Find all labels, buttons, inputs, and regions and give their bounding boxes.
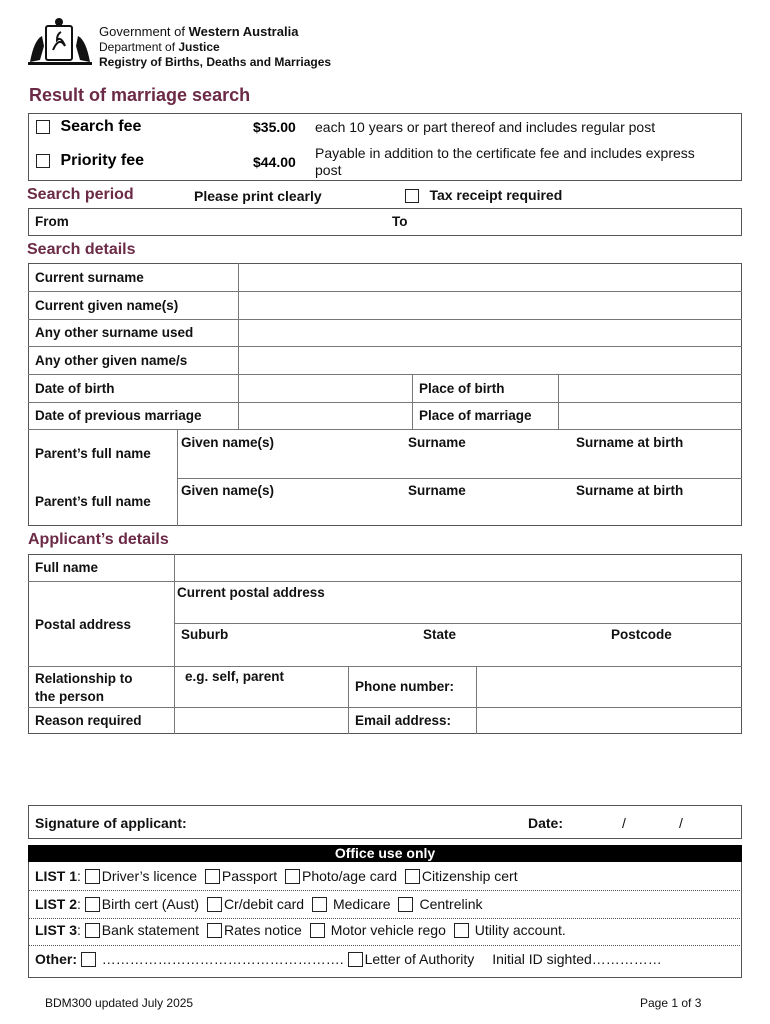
suburb-state-postcode-field[interactable] xyxy=(176,644,740,664)
search-fee-price: $35.00 xyxy=(253,119,296,135)
place-of-marriage-field[interactable] xyxy=(560,404,740,428)
parent-2-full-name-label: Parent’s full name xyxy=(35,494,151,509)
postal-address-label: Postal address xyxy=(35,617,132,632)
list-3-label: LIST 3 xyxy=(35,922,78,938)
search-fee-description: each 10 years or part thereof and includes regular post xyxy=(315,119,656,135)
parent-1-surname-at-birth-label: Surname at birth xyxy=(576,435,684,450)
wa-crest-logo xyxy=(26,16,94,68)
list-2-row: LIST 2: Birth cert (Aust) Cr/debit card Medicare Centrelink xyxy=(35,896,483,912)
other-dotted-line: ……………………………………………. xyxy=(101,951,344,967)
from-date-field[interactable] xyxy=(90,210,380,234)
other-label: Other: xyxy=(35,951,77,967)
priority-fee-checkbox[interactable] xyxy=(36,154,50,168)
priority-fee-description-2: post xyxy=(315,162,342,178)
page-number: Page 1 of 3 xyxy=(640,996,702,1010)
debit-card-checkbox[interactable] xyxy=(207,897,222,912)
parent-1-surname-label: Surname xyxy=(408,435,466,450)
passport-checkbox[interactable] xyxy=(205,869,220,884)
email-address-field[interactable] xyxy=(478,709,740,732)
reason-required-label: Reason required xyxy=(35,713,142,728)
date-of-birth-field[interactable] xyxy=(240,376,410,400)
form-version: BDM300 updated July 2025 xyxy=(45,996,194,1010)
birth-cert-label: Birth cert (Aust) xyxy=(101,896,200,912)
signature-label: Signature of applicant: xyxy=(35,815,187,831)
reason-required-field[interactable] xyxy=(176,709,346,732)
relationship-field[interactable] xyxy=(176,686,346,705)
tax-receipt-checkbox[interactable] xyxy=(405,189,419,203)
phone-number-label: Phone number: xyxy=(355,679,455,694)
org-line-government: Government of Western Australia xyxy=(99,24,299,39)
motor-vehicle-rego-label: Motor vehicle rego xyxy=(330,922,446,938)
applicants-details-heading: Applicant’s details xyxy=(28,531,169,548)
centrelink-checkbox[interactable] xyxy=(398,897,413,912)
utility-account-label: Utility account. xyxy=(474,922,566,938)
debit-card-label: Cr/debit card xyxy=(223,896,305,912)
medicare-checkbox[interactable] xyxy=(312,897,327,912)
page-title: Result of marriage search xyxy=(29,85,251,105)
current-postal-address-label: Current postal address xyxy=(177,585,325,600)
parent-2-name-field[interactable] xyxy=(179,500,740,524)
date-of-previous-marriage-field[interactable] xyxy=(240,404,410,428)
centrelink-label: Centrelink xyxy=(419,896,483,912)
other-given-names-label: Any other given name/s xyxy=(35,353,188,368)
place-of-marriage-label: Place of marriage xyxy=(419,408,532,423)
full-name-field[interactable] xyxy=(176,556,740,579)
phone-number-field[interactable] xyxy=(478,668,740,705)
state-label: State xyxy=(423,627,457,642)
parent-2-surname-label: Surname xyxy=(408,483,466,498)
print-clearly-note: Please print clearly xyxy=(194,188,322,204)
citizenship-cert-label: Citizenship cert xyxy=(421,868,518,884)
org-line-department: Department of Justice xyxy=(99,40,220,54)
drivers-licence-label: Driver’s licence xyxy=(101,868,197,884)
passport-label: Passport xyxy=(221,868,278,884)
other-given-names-field[interactable] xyxy=(240,348,740,372)
current-given-names-field[interactable] xyxy=(240,293,740,317)
date-of-previous-marriage-label: Date of previous marriage xyxy=(35,408,202,423)
bank-statement-checkbox[interactable] xyxy=(85,923,100,938)
signature-field[interactable] xyxy=(210,808,510,836)
search-fee-checkbox[interactable] xyxy=(36,120,50,134)
tax-receipt-label: Tax receipt required xyxy=(429,187,563,203)
signature-date-field[interactable] xyxy=(575,808,735,836)
from-label: From xyxy=(35,214,69,229)
to-date-field[interactable] xyxy=(420,210,738,234)
utility-account-checkbox[interactable] xyxy=(454,923,469,938)
birth-cert-checkbox[interactable] xyxy=(85,897,100,912)
medicare-label: Medicare xyxy=(332,896,391,912)
priority-fee-price: $44.00 xyxy=(253,154,296,170)
current-given-names-label: Current given name(s) xyxy=(35,298,179,313)
current-surname-field[interactable] xyxy=(240,265,740,289)
search-period-heading: Search period xyxy=(27,186,134,203)
priority-fee-label: Priority fee xyxy=(60,152,145,169)
other-checkbox[interactable] xyxy=(81,952,96,967)
postcode-label: Postcode xyxy=(611,627,672,642)
parent-1-given-names-label: Given name(s) xyxy=(181,435,275,450)
place-of-birth-label: Place of birth xyxy=(419,381,505,396)
signature-date-label: Date: xyxy=(528,815,564,831)
other-surname-label: Any other surname used xyxy=(35,325,194,340)
list-3-row: LIST 3: Bank statement Rates notice Motor vehicle rego Utility account. xyxy=(35,922,566,938)
search-details-heading: Search details xyxy=(27,241,136,258)
office-use-title: Office use only xyxy=(28,845,742,862)
letter-of-authority-checkbox[interactable] xyxy=(348,952,363,967)
relationship-label-line2: the person xyxy=(35,689,105,704)
place-of-birth-field[interactable] xyxy=(560,376,740,400)
rates-notice-label: Rates notice xyxy=(223,922,302,938)
date-slash-2: / xyxy=(679,815,683,831)
list-1-label: LIST 1 xyxy=(35,868,78,884)
date-slash-1: / xyxy=(622,815,626,831)
other-surname-field[interactable] xyxy=(240,321,740,345)
letter-of-authority-label: Letter of Authority xyxy=(364,951,475,967)
org-line-registry: Registry of Births, Deaths and Marriages xyxy=(99,55,332,69)
priority-fee-row xyxy=(36,152,144,170)
email-address-label: Email address: xyxy=(355,713,452,728)
parent-2-surname-at-birth-label: Surname at birth xyxy=(576,483,684,498)
initial-id-sighted-label: Initial ID sighted…………… xyxy=(492,951,662,967)
photo-age-card-checkbox[interactable] xyxy=(285,869,300,884)
citizenship-cert-checkbox[interactable] xyxy=(405,869,420,884)
to-label: To xyxy=(392,214,408,229)
full-name-label: Full name xyxy=(35,560,99,575)
relationship-label-line1: Relationship to xyxy=(35,671,133,686)
date-of-birth-label: Date of birth xyxy=(35,381,115,396)
list-1-row: LIST 1: Driver’s licence Passport Photo/age card Citizenship cert xyxy=(35,868,518,884)
relationship-hint: e.g. self, parent xyxy=(185,669,285,684)
other-row xyxy=(35,951,662,969)
current-surname-label: Current surname xyxy=(35,270,144,285)
parent-1-name-field[interactable] xyxy=(179,452,740,476)
rates-notice-checkbox[interactable] xyxy=(207,923,222,938)
suburb-label: Suburb xyxy=(181,627,229,642)
drivers-licence-checkbox[interactable] xyxy=(85,869,100,884)
search-fee-label: Search fee xyxy=(60,118,142,135)
motor-vehicle-rego-checkbox[interactable] xyxy=(310,923,325,938)
parent-2-given-names-label: Given name(s) xyxy=(181,483,275,498)
current-postal-address-field[interactable] xyxy=(176,601,740,621)
search-fee-row xyxy=(36,118,141,136)
bank-statement-label: Bank statement xyxy=(101,922,200,938)
list-2-label: LIST 2 xyxy=(35,896,78,912)
tax-receipt-row xyxy=(405,187,562,205)
priority-fee-description-1: Payable in addition to the certificate fee and includes express xyxy=(315,145,695,161)
parent-1-full-name-label: Parent’s full name xyxy=(35,446,151,461)
photo-age-card-label: Photo/age card xyxy=(302,868,397,884)
